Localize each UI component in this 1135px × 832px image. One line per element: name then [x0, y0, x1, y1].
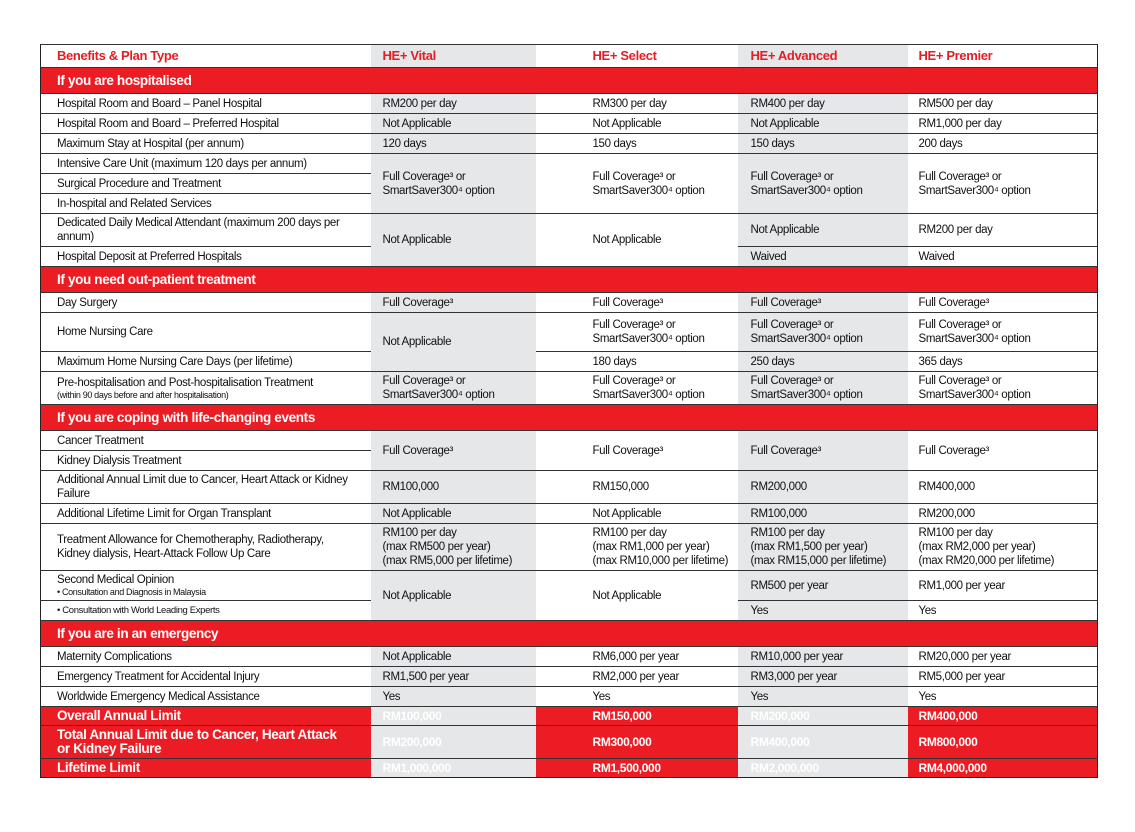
benefit-label: [41, 372, 371, 405]
total-label: Overall Annual Limit: [41, 707, 371, 726]
plan-value-select: Full Coverage³ or SmartSaver300⁴ option: [536, 372, 738, 405]
table-row: [41, 431, 1098, 451]
table-row: [41, 293, 1098, 313]
table-row: [41, 571, 1098, 601]
table-row: [41, 687, 1098, 707]
benefit-label: [41, 134, 371, 154]
benefit-label-text: Hospital Room and Board – Panel Hospital: [57, 97, 262, 110]
section-title: If you need out-patient treatment: [41, 267, 1098, 293]
plan-header-vital: HE+ Vital: [371, 45, 536, 68]
plan-value-advanced: Full Coverage³ or SmartSaver300⁴ option: [738, 154, 908, 214]
benefit-label: [41, 524, 371, 571]
table-row: [41, 667, 1098, 687]
plan-value-premier: RM5,000 per year: [908, 667, 1098, 687]
benefit-label-text: Hospital Deposit at Preferred Hospitals: [57, 250, 242, 263]
table-row: [41, 524, 1098, 571]
benefit-label-text: Maximum Home Nursing Care Days (per lifetime): [57, 355, 293, 368]
benefit-label: [41, 601, 371, 621]
benefit-label: [41, 313, 371, 352]
plan-value-advanced: RM100,000: [738, 504, 908, 524]
benefit-label-text: Additional Lifetime Limit for Organ Transplant: [57, 507, 272, 520]
plan-value-advanced: Not Applicable: [738, 114, 908, 134]
table-row: [41, 372, 1098, 405]
plan-value-advanced: Full Coverage³: [738, 431, 908, 471]
plan-value-select: Yes: [536, 687, 738, 707]
total-value-select: RM300,000: [536, 726, 738, 759]
benefit-label: [41, 571, 371, 601]
table-row: [41, 471, 1098, 504]
section-header-row: [41, 405, 1098, 431]
benefit-label-text: Pre-hospitalisation and Post-hospitalisation Treatment: [57, 376, 313, 389]
total-value-vital: RM100,000: [371, 707, 536, 726]
total-label: Lifetime Limit: [41, 759, 371, 778]
plan-value-premier: Yes: [908, 601, 1098, 621]
plan-value-premier: Waived: [908, 247, 1098, 267]
benefit-label-text: Surgical Procedure and Treatment: [57, 177, 221, 190]
table-row: [41, 352, 1098, 372]
header-benefits-label: Benefits & Plan Type: [41, 45, 371, 68]
benefit-label-text: Home Nursing Care: [57, 326, 153, 338]
table-row: [41, 504, 1098, 524]
table-row: [41, 647, 1098, 667]
benefit-label-text: Treatment Allowance for Chemotheraphy, Radiotherapy, Kidney dialysis, Heart-Attack Follow Up Care: [57, 534, 324, 560]
plan-value-select: RM300 per day: [536, 94, 738, 114]
plan-value-premier: Full Coverage³ or SmartSaver300⁴ option: [908, 154, 1098, 214]
total-row: [41, 707, 1098, 726]
plan-value-vital: RM1,500 per year: [371, 667, 536, 687]
plan-header-premier: HE+ Premier: [908, 45, 1098, 68]
table-row: [41, 134, 1098, 154]
plan-value-vital: Full Coverage³ or SmartSaver300⁴ option: [371, 372, 536, 405]
benefit-label-text: Maximum Stay at Hospital (per annum): [57, 137, 244, 150]
plan-value-advanced: RM400 per day: [738, 94, 908, 114]
plan-value-select: Not Applicable: [536, 114, 738, 134]
plan-value-advanced: RM3,000 per year: [738, 667, 908, 687]
plan-value-vital: Not Applicable: [371, 114, 536, 134]
plan-value-select: Full Coverage³: [536, 293, 738, 313]
total-row: [41, 759, 1098, 778]
plan-value-vital: Full Coverage³: [371, 293, 536, 313]
plan-value-premier: Full Coverage³ or SmartSaver300⁴ option: [908, 372, 1098, 405]
benefit-label: [41, 352, 371, 372]
benefit-label: [41, 431, 371, 451]
benefit-label: [41, 687, 371, 707]
plan-value-vital: Not Applicable: [371, 571, 536, 621]
plan-value-premier: RM200,000: [908, 504, 1098, 524]
plan-header-select: HE+ Select: [536, 45, 738, 68]
plan-value-advanced: RM500 per year: [738, 571, 908, 601]
plan-value-vital: Not Applicable: [371, 504, 536, 524]
total-row: [41, 726, 1098, 759]
benefits-comparison-table: [40, 44, 1098, 778]
total-value-select: RM150,000: [536, 707, 738, 726]
benefit-label-text: Worldwide Emergency Medical Assistance: [57, 690, 260, 703]
section-title: If you are hospitalised: [41, 68, 1098, 94]
plan-value-advanced: Full Coverage³ or SmartSaver300⁴ option: [738, 313, 908, 352]
benefit-label: [41, 247, 371, 267]
benefit-label: [41, 504, 371, 524]
plan-value-vital: Not Applicable: [371, 214, 536, 267]
plan-value-premier: RM1,000 per day: [908, 114, 1098, 134]
section-title: If you are in an emergency: [41, 621, 1098, 647]
total-value-advanced: RM400,000: [738, 726, 908, 759]
plan-value-vital: Full Coverage³: [371, 431, 536, 471]
plan-value-select: Full Coverage³ or SmartSaver300⁴ option: [536, 313, 738, 352]
total-value-premier: RM4,000,000: [908, 759, 1098, 778]
table-row: [41, 114, 1098, 134]
benefit-label: [41, 94, 371, 114]
benefit-label-text: Emergency Treatment for Accidental Injury: [57, 670, 260, 683]
plan-value-advanced: Full Coverage³: [738, 293, 908, 313]
benefit-label: [41, 114, 371, 134]
benefit-label-text: Maternity Complications: [57, 650, 172, 663]
section-header-row: [41, 267, 1098, 293]
plan-value-select: Full Coverage³: [536, 431, 738, 471]
plan-value-advanced: Yes: [738, 687, 908, 707]
plan-value-select: RM100 per day (max RM1,000 per year) (max RM10,000 per lifetime): [536, 524, 738, 571]
plan-value-select: RM6,000 per year: [536, 647, 738, 667]
benefit-label-text: Day Surgery: [57, 296, 118, 309]
plan-header-advanced: HE+ Advanced: [738, 45, 908, 68]
benefit-label: [41, 451, 371, 471]
plan-value-premier: RM100 per day (max RM2,000 per year) (max RM20,000 per lifetime): [908, 524, 1098, 571]
benefit-label: [41, 214, 371, 247]
total-value-premier: RM800,000: [908, 726, 1098, 759]
plan-value-premier: RM500 per day: [908, 94, 1098, 114]
benefit-label: [41, 293, 371, 313]
benefit-label: [41, 471, 371, 504]
plan-value-vital: Yes: [371, 687, 536, 707]
table-row: [41, 313, 1098, 352]
total-value-advanced: RM200,000: [738, 707, 908, 726]
benefit-label-text: Dedicated Daily Medical Attendant (maximum 200 days per annum): [57, 217, 340, 243]
plan-value-select: RM150,000: [536, 471, 738, 504]
plan-value-vital: RM100 per day (max RM500 per year) (max RM5,000 per lifetime): [371, 524, 536, 571]
benefit-label-note: • Consultation and Diagnosis in Malaysia: [57, 587, 206, 597]
plan-value-premier: 200 days: [908, 134, 1098, 154]
table-row: [41, 154, 1098, 174]
plan-value-vital: Not Applicable: [371, 647, 536, 667]
plan-value-advanced: Not Applicable: [738, 214, 908, 247]
section-title: If you are coping with life-changing events: [41, 405, 1098, 431]
benefit-label-text: Hospital Room and Board – Preferred Hospital: [57, 117, 279, 130]
benefit-label-text: • Consultation with World Leading Experts: [57, 605, 220, 616]
benefit-label: [41, 174, 371, 194]
plan-value-premier: RM1,000 per year: [908, 571, 1098, 601]
benefit-label: [41, 667, 371, 687]
plan-value-advanced: Full Coverage³ or SmartSaver300⁴ option: [738, 372, 908, 405]
section-header-row: [41, 621, 1098, 647]
plan-value-vital: Not Applicable: [371, 313, 536, 372]
benefit-label: [41, 154, 371, 174]
plan-value-advanced: RM200,000: [738, 471, 908, 504]
plan-value-premier: Yes: [908, 687, 1098, 707]
plan-value-select: Full Coverage³ or SmartSaver300⁴ option: [536, 154, 738, 214]
total-value-advanced: RM2,000,000: [738, 759, 908, 778]
benefit-label-text: Second Medical Opinion: [57, 574, 174, 586]
plan-value-vital: Full Coverage³ or SmartSaver300⁴ option: [371, 154, 536, 214]
plan-value-premier: RM400,000: [908, 471, 1098, 504]
plan-value-premier: Full Coverage³: [908, 293, 1098, 313]
plan-value-premier: RM20,000 per year: [908, 647, 1098, 667]
plan-value-select: RM2,000 per year: [536, 667, 738, 687]
plan-value-select: 180 days: [536, 352, 738, 372]
benefit-label-text: In-hospital and Related Services: [57, 197, 212, 210]
benefit-label-text: Cancer Treatment: [57, 434, 144, 447]
total-label: Total Annual Limit due to Cancer, Heart Attack or Kidney Failure: [41, 726, 371, 759]
plan-value-advanced: 150 days: [738, 134, 908, 154]
benefit-label-text: Kidney Dialysis Treatment: [57, 454, 182, 467]
plan-value-select: 150 days: [536, 134, 738, 154]
plan-value-premier: Full Coverage³ or SmartSaver300⁴ option: [908, 313, 1098, 352]
plan-value-premier: RM200 per day: [908, 214, 1098, 247]
total-value-premier: RM400,000: [908, 707, 1098, 726]
plan-value-advanced: RM100 per day (max RM1,500 per year) (max RM15,000 per lifetime): [738, 524, 908, 571]
plan-value-premier: 365 days: [908, 352, 1098, 372]
plan-value-select: Not Applicable: [536, 504, 738, 524]
section-header-row: [41, 68, 1098, 94]
plan-value-vital: 120 days: [371, 134, 536, 154]
benefit-label-text: Intensive Care Unit (maximum 120 days per annum): [57, 157, 307, 170]
plan-value-vital: RM200 per day: [371, 94, 536, 114]
total-value-vital: RM1,000,000: [371, 759, 536, 778]
plan-value-select: Not Applicable: [536, 214, 738, 267]
plan-value-advanced: RM10,000 per year: [738, 647, 908, 667]
plan-value-advanced: 250 days: [738, 352, 908, 372]
benefit-label: [41, 647, 371, 667]
total-value-vital: RM200,000: [371, 726, 536, 759]
benefit-label-note: (within 90 days before and after hospitalisation): [57, 389, 229, 400]
benefit-label: [41, 194, 371, 214]
plan-value-advanced: Waived: [738, 247, 908, 267]
plan-value-advanced: Yes: [738, 601, 908, 621]
table-row: [41, 94, 1098, 114]
table-header-row: [41, 45, 1098, 68]
benefit-label-text: Additional Annual Limit due to Cancer, Heart Attack or Kidney Failure: [57, 474, 348, 500]
plan-value-select: Not Applicable: [536, 571, 738, 621]
table-row: [41, 214, 1098, 247]
total-value-select: RM1,500,000: [536, 759, 738, 778]
plan-value-vital: RM100,000: [371, 471, 536, 504]
plan-value-premier: Full Coverage³: [908, 431, 1098, 471]
